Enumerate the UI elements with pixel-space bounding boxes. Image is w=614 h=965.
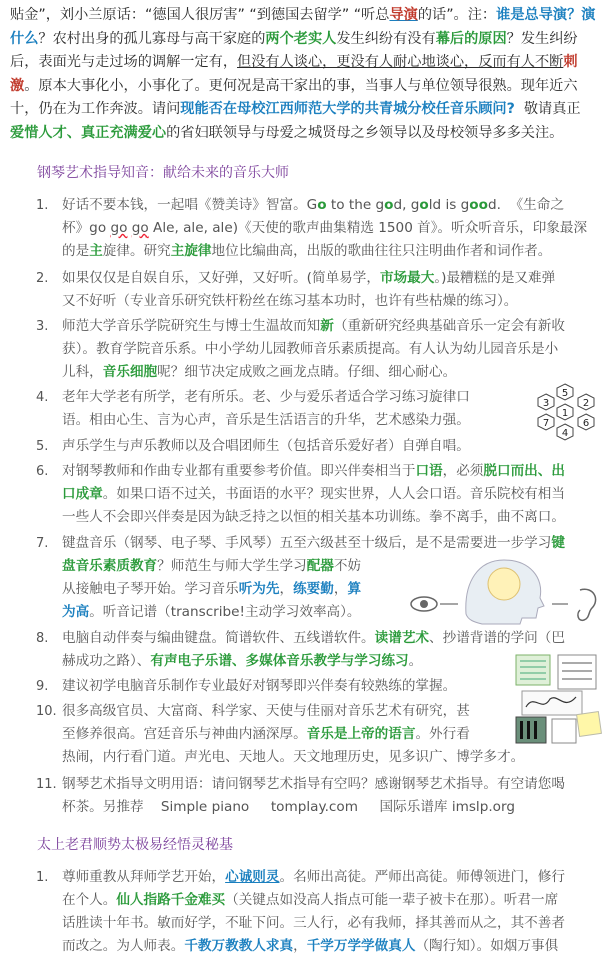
item-number: 7. [36, 536, 49, 551]
hex-label: 2 [582, 398, 590, 409]
hex-label: 4 [561, 428, 569, 439]
item-number: 1. [36, 198, 49, 213]
section-heading: 太上老君顺势太极易经悟灵秘基 [37, 837, 233, 853]
sheet-thumb [552, 719, 576, 743]
ear-icon [578, 589, 596, 620]
highlight-term: 导演 [389, 7, 418, 23]
hexagram-diagram [530, 382, 606, 446]
item-number: 6. [36, 464, 49, 479]
item-text: 声乐学生与声乐教师以及合唱团师生（包括音乐爱好者）自弹自唱。 [62, 438, 470, 454]
item-number: 5. [36, 439, 49, 454]
item-text: 建议初学电脑音乐制作专业最好对钢琴即兴伴奏有较熟练的掌握。 [62, 678, 457, 694]
item-text: 如果仅仅是自娱自乐，又好弹，又好听。(简单易学，市场最大。)最糟糕的是又难弹 又不好听（专业音乐研究铁杆粉丝在练习基本功时，也许有些枯燥的练习）。 [62, 270, 556, 309]
sheet-thumb [522, 691, 582, 715]
item-text: 钢琴艺术指导文明用语：请问钢琴艺术指导有空吗？感谢钢琴艺术指导。有空请您喝 杯茶。另推荐 Simple piano tomplay.com 国际乐谱库 imslp.org [62, 776, 565, 815]
item-text: 电脑自动伴奏与编曲键盘。简谱软件、五线谱软件。读谱艺术、抄谱背谱的学问（巴 赫成功之路）、有声电子乐谱、多媒体音乐教学与学习练习。 [62, 630, 565, 669]
hex-label: 6 [582, 418, 590, 429]
eye-pupil [420, 600, 428, 608]
item-text: 键盘音乐（钢琴、电子琴、手风琴）五至六级甚至十级后，是不是需要进一步学习键 盘音乐素质教育？师范生与师大学生学习配器不妨 从接触电子琴开始。学习音乐听为先，练要勤，算 为高。听音记谱（transcribe!主动学习效率高）。 [62, 535, 565, 620]
intro-line: 十，仍在为工作奔波。请问现能否在母校江西师范大学的共青城分校任音乐顾问? 敬请真正 [10, 101, 581, 118]
item-number: 3. [36, 319, 49, 334]
intro-paragraph [10, 4, 605, 146]
intro-line: 贴金”，刘小兰原话：“德国人很厉害” “到德国去留学” “听总导演的话”。注：谁是总导演？演 [10, 7, 596, 23]
item-text: 师范大学音乐学院研究生与博士生温故而知新（重新研究经典基础音乐一定会有新收 获）。教育学院音乐系。中小学幼儿园教师音乐素质提高。有人认为幼儿园音乐是小 儿科，音乐细胞呢？细节决定成败之画龙点睛。仔细、细心耐心。 [62, 318, 565, 380]
sheet-thumb [558, 655, 596, 689]
item-text: 老年大学老有所学，老有所乐。老、少与爱乐者适合学习练习旋律口 语。相由心生、言为心声，音乐是生活语言的升华，艺术感染力强。 [62, 389, 470, 428]
intro-line: 什么？农村出身的孤儿寡母与高干家庭的两个老实人发生纠纷有没有幕后的原因？发生纠纷 [10, 30, 578, 47]
hex-label: 3 [542, 398, 550, 409]
sheet-thumb [516, 655, 550, 685]
senses-illustration [408, 552, 608, 626]
intro-line: 爱惜人才、真正充满爱心的省妇联领导与母爱之城贤母之乡领导以及母校领导多多关注。 [10, 124, 564, 141]
item-text: 好话不要本钱，一起唱《赞美诗》智富。Go to the god, gold is good. 《生命之 杯》go go go Ale, ale, ale)《天使的歌声曲集精选 1500 首》。听众听音乐，印象最深 的是主旋律。研究主旋律地位比编曲高，出版的歌曲往往只注明曲作者和词作者。 [62, 197, 588, 259]
intro-line: 后，表面光与走过场的调解一定有，但没有人谈心，更没有人耐心地谈心，反而有人不断刺 [10, 54, 578, 71]
item-number: 11. [36, 777, 57, 792]
item-number: 4. [36, 390, 49, 405]
section-heading: 钢琴艺术指导知音：献给未来的音乐大师 [37, 165, 289, 181]
hex-label: 5 [561, 388, 569, 399]
sheet-thumb [577, 712, 602, 737]
item-number: 2. [36, 271, 49, 286]
sheet-music-collage [512, 653, 604, 745]
item-number: 8. [36, 631, 49, 646]
hex-label: 7 [542, 418, 550, 429]
hex-label: 1 [561, 408, 569, 419]
item-number: 9. [36, 679, 49, 694]
item-number: 10. [36, 704, 57, 719]
item-text: 尊师重教从拜师学艺开始，心诚则灵。名师出高徒。严师出高徒。师傅领进门，修行 在个人。仙人指路千金难买（关键点如没高人指点可能一辈子被卡在那）。听君一席 话胜读十年书。敏而好学，不耻下问。三人行，必有我师，择其善而从之，其不善者 而改之。为人师表。千教万教教人求真，千学万学学做真人（陶行知）。如烟万事俱 [62, 869, 565, 954]
intro-line: 激。原本大事化小，小事化了。更何况是高干家出的事，当事人与单位领导很熟。现年近六 [10, 77, 578, 94]
item-text: 对钢琴教师和作曲专业都有重要参考价值。即兴伴奏相当于口语，必须脱口而出、出 口成章。如果口语不过关，书面语的水平？现实世界，人人会口语。音乐院校有相当 一些人不会即兴伴奏是因为缺乏持之以恒的相关基本功训练。拳不离手，曲不离口。 [62, 463, 565, 525]
item-text: 很多高级官员、大富商、科学家、天使与佳丽对音乐艺术有研究，甚 至修养很高。宫廷音乐与神曲内涵深厚。音乐是上帝的语言。外行看 热闹，内行看门道。声光电、天地人。天文地理历史，见多识广、博学多才。 [62, 703, 525, 765]
brain-glow [488, 568, 520, 600]
item-number: 1. [36, 870, 49, 885]
